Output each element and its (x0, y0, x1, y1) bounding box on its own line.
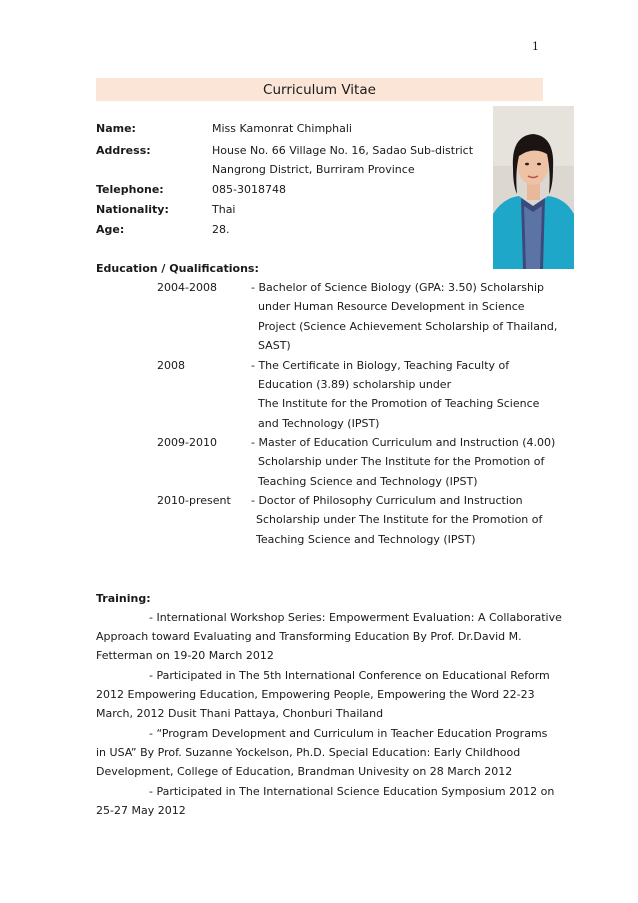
nationality-label: Nationality: (96, 203, 169, 216)
address-label: Address: (96, 144, 151, 157)
page-title: Curriculum Vitae (263, 82, 376, 98)
training-line: Approach toward Evaluating and Transforming Education By Prof. Dr.David M. (96, 630, 522, 643)
training-heading: Training: (96, 592, 151, 605)
address-value-line-1: House No. 66 Village No. 16, Sadao Sub-district (212, 144, 474, 157)
education-date: 2004-2008 (157, 281, 217, 294)
address-value-line-2: Nangrong District, Burriram Province (212, 163, 415, 176)
telephone-label: Telephone: (96, 183, 164, 196)
name-label: Name: (96, 122, 136, 135)
training-line: - Participated in The 5th International Conference on Educational Reform (149, 669, 550, 682)
training-line: 2012 Empowering Education, Empowering People, Empowering the Word 22-23 (96, 688, 535, 701)
telephone-value: 085-3018748 (212, 183, 286, 196)
training-line: Development, College of Education, Brandman Univesity on 28 March 2012 (96, 765, 513, 778)
training-line: Fetterman on 19-20 March 2012 (96, 649, 274, 662)
education-line: and Technology (IPST) (258, 417, 380, 430)
education-heading: Education / Qualifications: (96, 262, 259, 275)
profile-photo (493, 106, 574, 269)
portrait-illustration (493, 106, 574, 269)
education-line: Teaching Science and Technology (IPST) (258, 475, 478, 488)
education-line: Teaching Science and Technology (IPST) (256, 533, 476, 546)
education-line: - The Certificate in Biology, Teaching Faculty of (251, 359, 510, 372)
education-line: under Human Resource Development in Science (258, 300, 525, 313)
training-line: - Participated in The International Science Education Symposium 2012 on (149, 785, 555, 798)
page-number: 1 (532, 40, 539, 53)
education-line: Education (3.89) scholarship under (258, 378, 452, 391)
title-band (96, 78, 543, 101)
education-date: 2008 (157, 359, 185, 372)
education-line: - Doctor of Philosophy Curriculum and Instruction (251, 494, 523, 507)
age-value: 28. (212, 223, 230, 236)
training-line: March, 2012 Dusit Thani Pattaya, Chonburi Thailand (96, 707, 384, 720)
education-line: SAST) (258, 339, 291, 352)
nationality-value: Thai (212, 203, 236, 216)
education-line: - Bachelor of Science Biology (GPA: 3.50) Scholarship (251, 281, 545, 294)
training-line: - International Workshop Series: Empowerment Evaluation: A Collaborative (149, 611, 562, 624)
education-line: Project (Science Achievement Scholarship of Thailand, (258, 320, 558, 333)
education-line: The Institute for the Promotion of Teaching Science (258, 397, 540, 410)
name-value: Miss Kamonrat Chimphali (212, 122, 352, 135)
age-label: Age: (96, 223, 125, 236)
education-line: Scholarship under The Institute for the Promotion of (258, 455, 545, 468)
education-line: Scholarship under The Institute for the Promotion of (256, 513, 543, 526)
education-date: 2010-present (157, 494, 231, 507)
education-line: - Master of Education Curriculum and Instruction (4.00) (251, 436, 556, 449)
education-date: 2009-2010 (157, 436, 217, 449)
training-line: 25-27 May 2012 (96, 804, 186, 817)
training-line: in USA” By Prof. Suzanne Yockelson, Ph.D. Special Education: Early Childhood (96, 746, 521, 759)
training-line: - “Program Development and Curriculum in Teacher Education Programs (149, 727, 548, 740)
